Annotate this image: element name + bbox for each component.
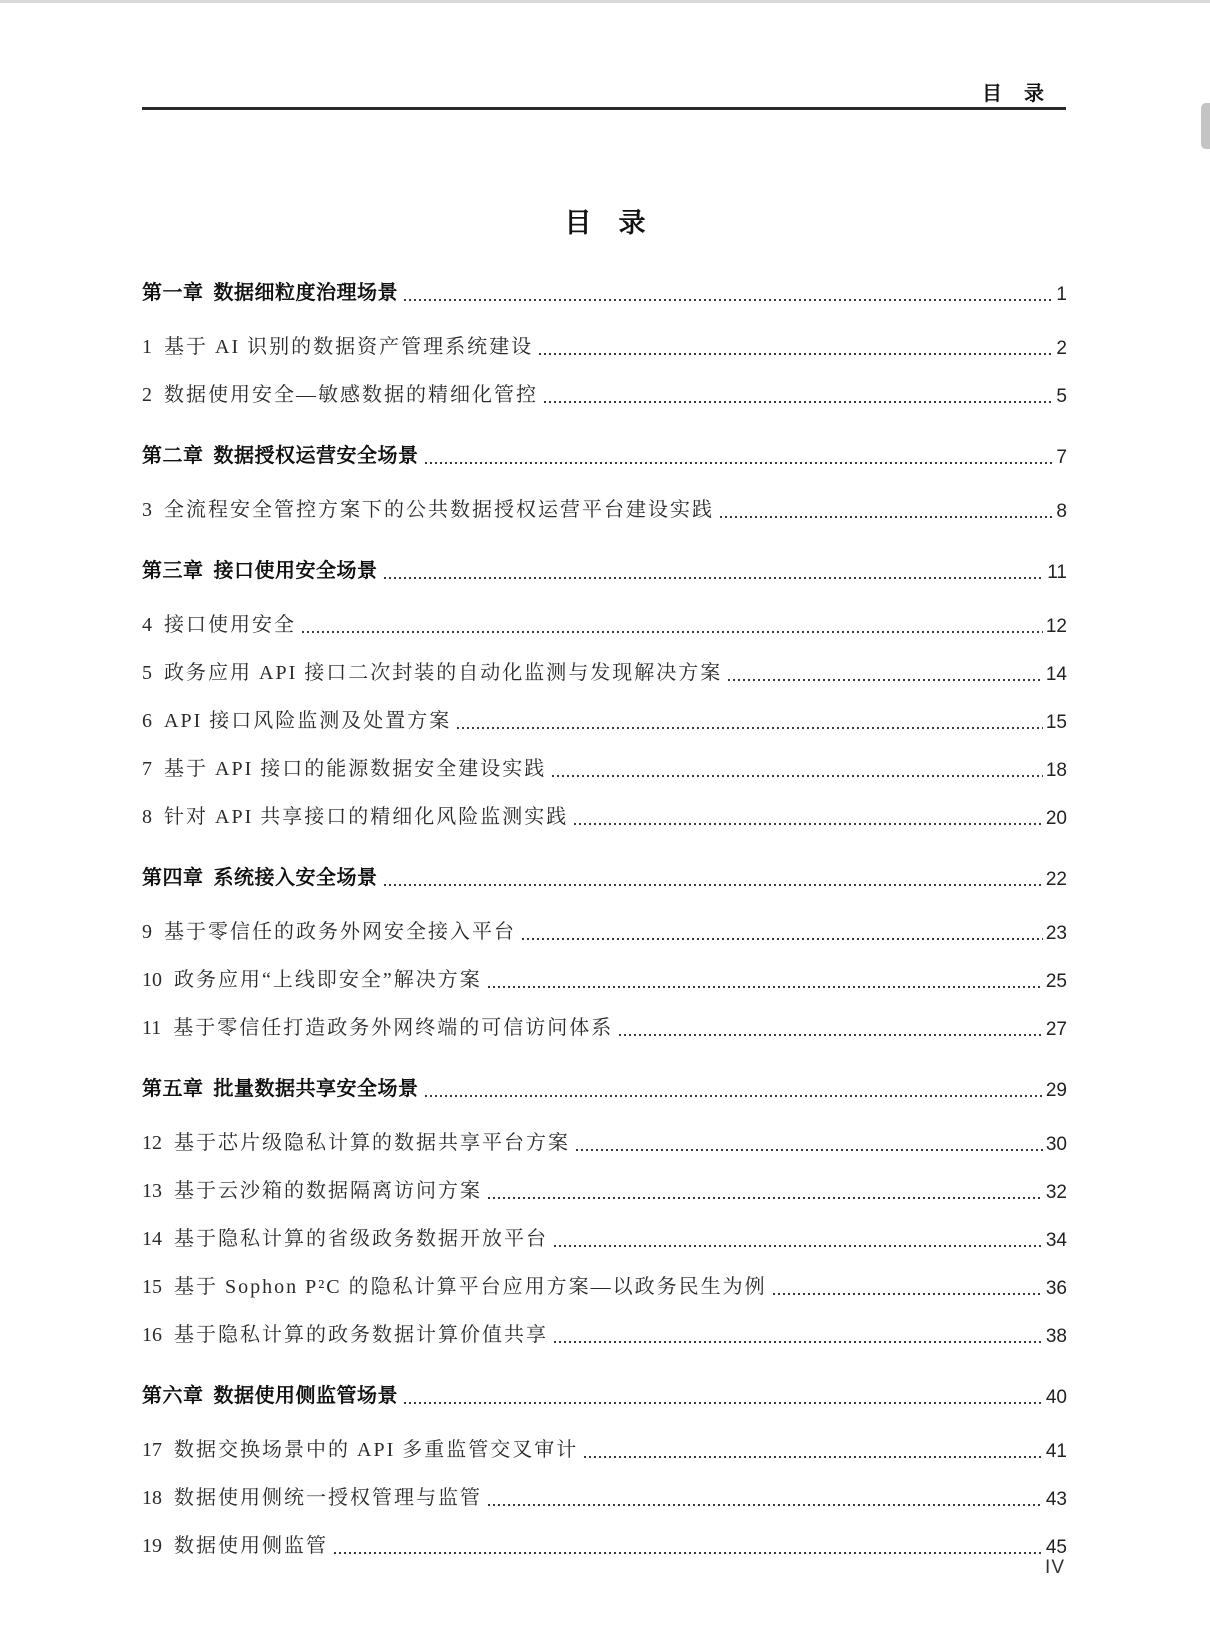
running-header: 目 录 xyxy=(982,83,1045,105)
top-border xyxy=(0,0,1210,3)
dot-leader xyxy=(425,462,1054,464)
toc-entry-title: 针对 API 共享接口的精细化风险监测实践 xyxy=(164,806,569,828)
toc-entry[interactable] xyxy=(142,1015,1067,1041)
dot-leader xyxy=(488,986,1043,988)
dot-leader xyxy=(773,1293,1043,1295)
toc-entry-page: 40 xyxy=(1045,1387,1067,1408)
toc-entry-number: 1 xyxy=(142,336,152,358)
header-rule xyxy=(142,107,1066,110)
toc-entry-page: 18 xyxy=(1045,760,1067,781)
page-title: 目 录 xyxy=(564,208,646,238)
toc-entry-number: 8 xyxy=(142,806,152,828)
toc-entry-page: 36 xyxy=(1045,1278,1067,1299)
dot-leader xyxy=(576,1149,1043,1151)
toc-entry[interactable] xyxy=(142,334,1067,360)
dot-leader xyxy=(544,401,1053,403)
toc-entry-page: 30 xyxy=(1045,1134,1067,1155)
toc-entry-title: 数据使用安全—敏感数据的精细化管控 xyxy=(164,384,538,406)
toc-entry-number: 14 xyxy=(142,1228,162,1250)
toc-entry-title: 基于芯片级隐私计算的数据共享平台方案 xyxy=(174,1132,570,1154)
toc-entry-title: 数据使用侧监管场景 xyxy=(213,1385,398,1407)
toc-entry-page: 22 xyxy=(1045,869,1067,890)
toc-list xyxy=(142,245,1067,1559)
dot-leader xyxy=(488,1197,1043,1199)
toc-entry-title: 基于隐私计算的政务数据计算价值共享 xyxy=(174,1324,548,1346)
toc-entry-title: 数据细粒度治理场景 xyxy=(213,282,398,304)
toc-entry-title: API 接口风险监测及处置方案 xyxy=(164,710,452,732)
page-number-footer: IV xyxy=(1045,1557,1065,1578)
dot-leader xyxy=(619,1034,1043,1036)
toc-entry[interactable] xyxy=(142,1178,1067,1204)
toc-entry[interactable] xyxy=(142,612,1067,638)
toc-entry[interactable] xyxy=(142,1437,1067,1463)
toc-entry[interactable] xyxy=(142,865,1067,891)
toc-entry-page: 32 xyxy=(1045,1182,1067,1203)
toc-entry-page: 7 xyxy=(1056,447,1067,468)
toc-entry-title: 政务应用 API 接口二次封装的自动化监测与发现解决方案 xyxy=(164,662,723,684)
toc-entry-number: 15 xyxy=(142,1276,162,1298)
toc-entry[interactable] xyxy=(142,443,1067,469)
dot-leader xyxy=(457,727,1043,729)
toc-entry[interactable] xyxy=(142,1076,1067,1102)
toc-entry[interactable] xyxy=(142,1322,1067,1348)
toc-entry[interactable] xyxy=(142,919,1067,945)
dot-leader xyxy=(554,1341,1043,1343)
dot-leader xyxy=(302,631,1043,633)
toc-entry-page: 23 xyxy=(1045,923,1067,944)
toc-entry-number: 7 xyxy=(142,758,152,780)
toc-entry-title: 基于 Sophon P²C 的隐私计算平台应用方案—以政务民生为例 xyxy=(174,1276,767,1298)
toc-entry-number: 6 xyxy=(142,710,152,732)
toc-entry-title: 批量数据共享安全场景 xyxy=(213,1078,419,1100)
dot-leader xyxy=(488,1504,1043,1506)
toc-entry-title: 政务应用“上线即安全”解决方案 xyxy=(174,969,482,991)
toc-entry-title: 基于隐私计算的省级政务数据开放平台 xyxy=(174,1228,548,1250)
toc-entry-page: 20 xyxy=(1045,808,1067,829)
dot-leader xyxy=(539,353,1053,355)
toc-entry-number: 13 xyxy=(142,1180,162,1202)
toc-entry-page: 8 xyxy=(1056,501,1067,522)
toc-entry-title: 数据使用侧监管 xyxy=(174,1535,328,1557)
dot-leader xyxy=(720,516,1053,518)
toc-entry-title: 基于零信任打造政务外网终端的可信访问体系 xyxy=(173,1017,614,1039)
toc-entry-number: 19 xyxy=(142,1535,162,1557)
toc-entry-number: 第三章 xyxy=(142,560,204,582)
toc-entry[interactable] xyxy=(142,708,1067,734)
toc-entry-page: 43 xyxy=(1045,1489,1067,1510)
toc-entry-page: 12 xyxy=(1045,616,1067,637)
dot-leader xyxy=(574,823,1043,825)
toc-entry-number: 2 xyxy=(142,384,152,406)
toc-entry-page: 15 xyxy=(1045,712,1067,733)
toc-entry-title: 基于云沙箱的数据隔离访问方案 xyxy=(174,1180,482,1202)
dot-leader xyxy=(552,775,1043,777)
toc-entry-title: 数据交换场景中的 API 多重监管交叉审计 xyxy=(174,1439,579,1461)
toc-entry-page: 11 xyxy=(1047,562,1067,583)
toc-entry[interactable] xyxy=(142,804,1067,830)
dot-leader xyxy=(728,679,1043,681)
dot-leader xyxy=(554,1245,1043,1247)
toc-entry-number: 5 xyxy=(142,662,152,684)
toc-entry-page: 45 xyxy=(1045,1537,1067,1558)
toc-entry-number: 第六章 xyxy=(142,1385,204,1407)
toc-entry-page: 38 xyxy=(1045,1326,1067,1347)
toc-entry-page: 25 xyxy=(1045,971,1067,992)
toc-entry-number: 11 xyxy=(142,1017,162,1039)
toc-entry-number: 3 xyxy=(142,499,152,521)
toc-entry-number: 9 xyxy=(142,921,152,943)
toc-entry-number: 12 xyxy=(142,1132,162,1154)
toc-entry[interactable] xyxy=(142,497,1067,523)
toc-entry-title: 接口使用安全场景 xyxy=(213,560,378,582)
toc-entry[interactable] xyxy=(142,1485,1067,1511)
toc-entry-number: 18 xyxy=(142,1487,162,1509)
toc-entry[interactable] xyxy=(142,558,1067,584)
toc-entry[interactable] xyxy=(142,1383,1067,1409)
scrollbar-thumb[interactable] xyxy=(1201,103,1210,149)
toc-entry-page: 1 xyxy=(1056,284,1067,305)
toc-entry[interactable] xyxy=(142,1274,1067,1300)
dot-leader xyxy=(584,1456,1043,1458)
toc-entry-title: 接口使用安全 xyxy=(164,614,296,636)
toc-entry-number: 第一章 xyxy=(142,282,204,304)
toc-entry[interactable] xyxy=(142,660,1067,686)
toc-entry[interactable] xyxy=(142,1130,1067,1156)
dot-leader xyxy=(404,299,1053,301)
toc-entry[interactable] xyxy=(142,382,1067,408)
toc-entry-title: 基于 AI 识别的数据资产管理系统建设 xyxy=(164,336,534,358)
toc-entry[interactable] xyxy=(142,756,1067,782)
dot-leader xyxy=(522,938,1043,940)
toc-entry-title: 全流程安全管控方案下的公共数据授权运营平台建设实践 xyxy=(164,499,714,521)
toc-entry-title: 系统接入安全场景 xyxy=(213,867,378,889)
toc-entry-title: 基于 API 接口的能源数据安全建设实践 xyxy=(164,758,547,780)
toc-entry-page: 14 xyxy=(1045,664,1067,685)
toc-entry-page: 41 xyxy=(1045,1441,1067,1462)
toc-entry-number: 第二章 xyxy=(142,445,204,467)
toc-entry-title: 数据使用侧统一授权管理与监管 xyxy=(174,1487,482,1509)
dot-leader xyxy=(384,577,1045,579)
toc-entry[interactable] xyxy=(142,967,1067,993)
toc-entry-number: 第四章 xyxy=(142,867,204,889)
dot-leader xyxy=(404,1402,1043,1404)
toc-entry[interactable] xyxy=(142,280,1067,306)
toc-entry-page: 27 xyxy=(1045,1019,1067,1040)
toc-entry-number: 10 xyxy=(142,969,162,991)
toc-entry-number: 第五章 xyxy=(142,1078,204,1100)
toc-entry-page: 2 xyxy=(1056,338,1067,359)
dot-leader xyxy=(334,1552,1043,1554)
toc-entry-title: 数据授权运营安全场景 xyxy=(213,445,419,467)
toc-entry-page: 5 xyxy=(1056,386,1067,407)
toc-entry-page: 34 xyxy=(1045,1230,1067,1251)
toc-entry-page: 29 xyxy=(1045,1080,1067,1101)
toc-entry[interactable] xyxy=(142,1226,1067,1252)
toc-entry-title: 基于零信任的政务外网安全接入平台 xyxy=(164,921,516,943)
toc-entry-number: 16 xyxy=(142,1324,162,1346)
dot-leader xyxy=(384,884,1043,886)
toc-entry-number: 4 xyxy=(142,614,152,636)
toc-entry-number: 17 xyxy=(142,1439,162,1461)
dot-leader xyxy=(425,1095,1043,1097)
toc-entry[interactable] xyxy=(142,1533,1067,1559)
